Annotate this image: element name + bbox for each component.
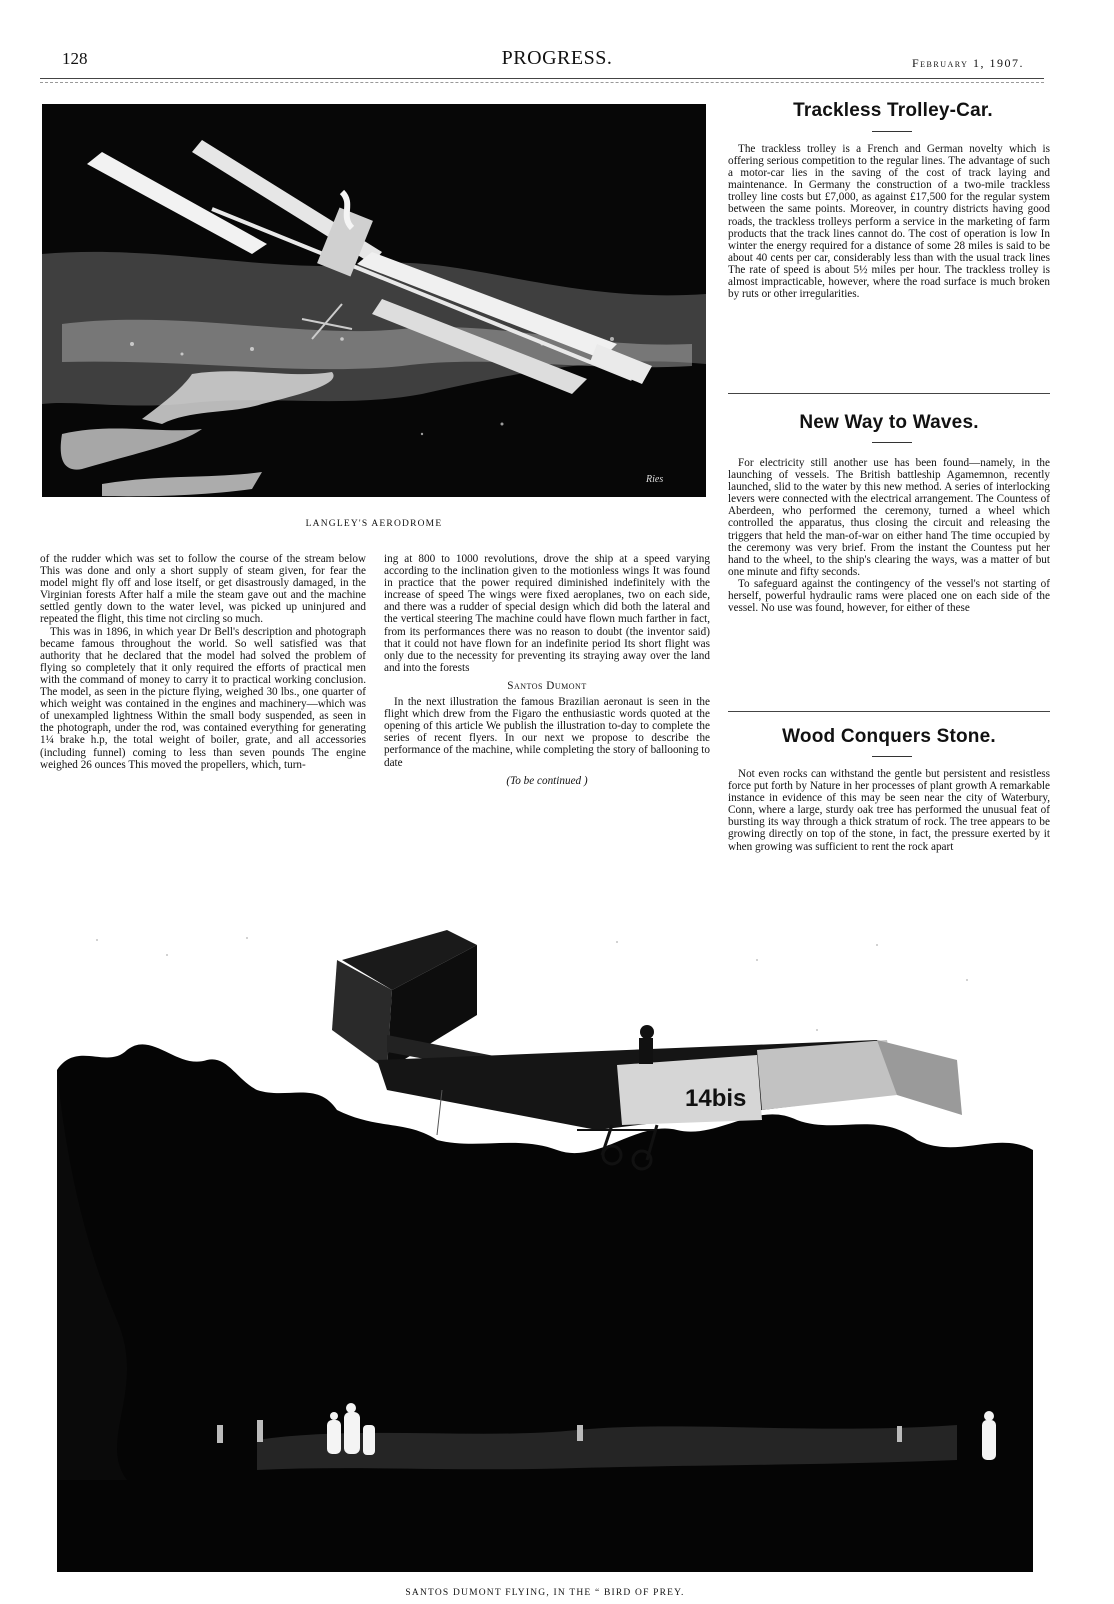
header-rule — [40, 78, 1044, 79]
waves-heading: New Way to Waves. — [799, 412, 979, 433]
paragraph: of the rudder which was set to follow the course of the stream below This was done and only a short supply of steam given, for fear the model might fly off and lose itself, or get disastrously damaged, in the Virginian forests After half a mile the steam gave out and the machine settled gently down to the water level, was picked up uninjured and repeated the flight, this time not circling so much. — [40, 553, 366, 626]
heading-divider — [872, 442, 912, 443]
photo-signature: Ries — [646, 474, 664, 485]
aerodrome-caption: LANGLEY'S AERODROME — [305, 519, 443, 529]
paragraph: For electricity still another use has been found—namely, in the launching of vessels. The British battleship Agamemnon, recently launched, slid to the water by this new method. A series of interlocking levers were connected with the electrical arrangement. The Countess of Aberdeen, who performed the ceremony, turned a wheel which controlled the apparatus, thus closing the circuit and releasing the triggers that held the man-of-war on either hand The time occupied by the ceremony was very brief. From the instant the Countess put her hand to the wheel, to the ship's clearing the ways, was a matter of but one minute and fifty seconds. — [728, 457, 1050, 578]
heading-divider — [872, 756, 912, 757]
trolley-heading: Trackless Trolley-Car. — [793, 100, 993, 121]
aerodrome-photo — [42, 104, 706, 497]
heading-divider — [872, 131, 912, 132]
santos-dumont-illustration — [57, 920, 1033, 1572]
paragraph: To safeguard against the contingency of the vessel's not starting of herself, powerful hydraulic rams were placed one on each side of the vessel. No use was found, however, for either of these — [728, 577, 1050, 615]
article-column-2 — [384, 553, 710, 787]
issue-date: February 1, 1907. — [912, 56, 1024, 70]
to-be-continued: (To be continued ) — [506, 774, 588, 787]
article-column-1 — [40, 553, 366, 771]
paragraph: The trackless trolley is a French and German novelty which is offering serious competition to the regular lines. The advantage of such a motor-car lies in the saving of the cost of track laying and maintenance. In Germany the construction of a two-mile trackless trolley line costs but £7,000, as against £17,500 for the regular system between the same points. Moreover, in country districts having good roads, the trackless trolleys perform a service in the marketing of farm products that the track lines cannot do. The cost of operation is low In winter the energy required for a distance of some 28 miles is said to be about 40 cents per car, considerably less than with the usual track lines The rate of speed is about 5½ miles per hour. The trackless trolley is almost impracticable, however, where the road surface is much broken by ruts or other irregularities. — [728, 143, 1050, 301]
trolley-article — [728, 143, 1050, 300]
paragraph: ing at 800 to 1000 revolutions, drove the ship at a speed varying according to the inclination given to the motionless wings It was found in practice that the power required diminished indefinitely with the increase of speed The wings were fixed aeroplanes, two on each side, and there was a rudder of special design which did both the lateral and the vertical steering The machine could have flown much farther in fact, from its performances there was no reason to doubt (the inventor said) that it could not have flown for an indefinite period Its short flight was only due to the necessity for preventing its straying away over the land and into the forests — [384, 553, 710, 674]
aerodrome-illustration — [42, 104, 706, 497]
aircraft-number: 14bis — [685, 1085, 747, 1112]
waves-article — [728, 457, 1050, 614]
header-rule-thin — [40, 82, 1044, 83]
stone-heading: Wood Conquers Stone. — [782, 726, 996, 747]
paragraph: This was in 1896, in which year Dr Bell's description and photograph became famous throughout the world. So well satisfied was that authority that he declared that the model had solved the problem of flying so completely that it only required the efforts of practical men with the command of money to carry it to practical working conclusion. The model, as seen in the picture flying, weighed 30 lbs., one quarter of which weight was contained in the engines and machinery—which was of unexampled lightness Within the small body suspended, as seen in the photograph, under the rod, was contained everything for generating 1¼ brake h.p, the total weight of boiler, grate, and all accessories (including funnel) coming to less than seven pounds The engine weighed 26 ounces This moved the propellers, which, turn- — [40, 625, 366, 771]
paragraph: In the next illustration the famous Brazilian aeronaut is seen in the flight which drew from the Figaro the enthusiastic words quoted at the opening of this article We publish the illustration to-day to complete the series of recent flyers. In our next we propose to describe the performance of the machine, while completing the story of ballooning to date — [384, 696, 710, 769]
section-divider — [728, 393, 1050, 394]
stone-article — [728, 768, 1050, 853]
page-title: PROGRESS. — [501, 47, 613, 69]
section-divider — [728, 711, 1050, 712]
santos-dumont-subheading: Santos Dumont — [507, 679, 587, 692]
paragraph: Not even rocks can withstand the gentle but persistent and resistless force put forth by Nature in her processes of plant growth A remarkable instance in evidence of this may be seen near the city of Waterbury, Conn, where a large, sturdy oak tree has performed the unusual feat of bursting its way through a thick stratum of rock. The tree appears to be growing directly on top of the stone, in fact, the pressure exerted by it when growing was sufficient to rent the rock apart — [728, 768, 1050, 853]
page-number: 128 — [62, 49, 88, 68]
santos-dumont-caption: SANTOS DUMONT FLYING, IN THE “ BIRD OF PREY. — [405, 1588, 685, 1598]
santos-dumont-photo — [57, 920, 1033, 1572]
